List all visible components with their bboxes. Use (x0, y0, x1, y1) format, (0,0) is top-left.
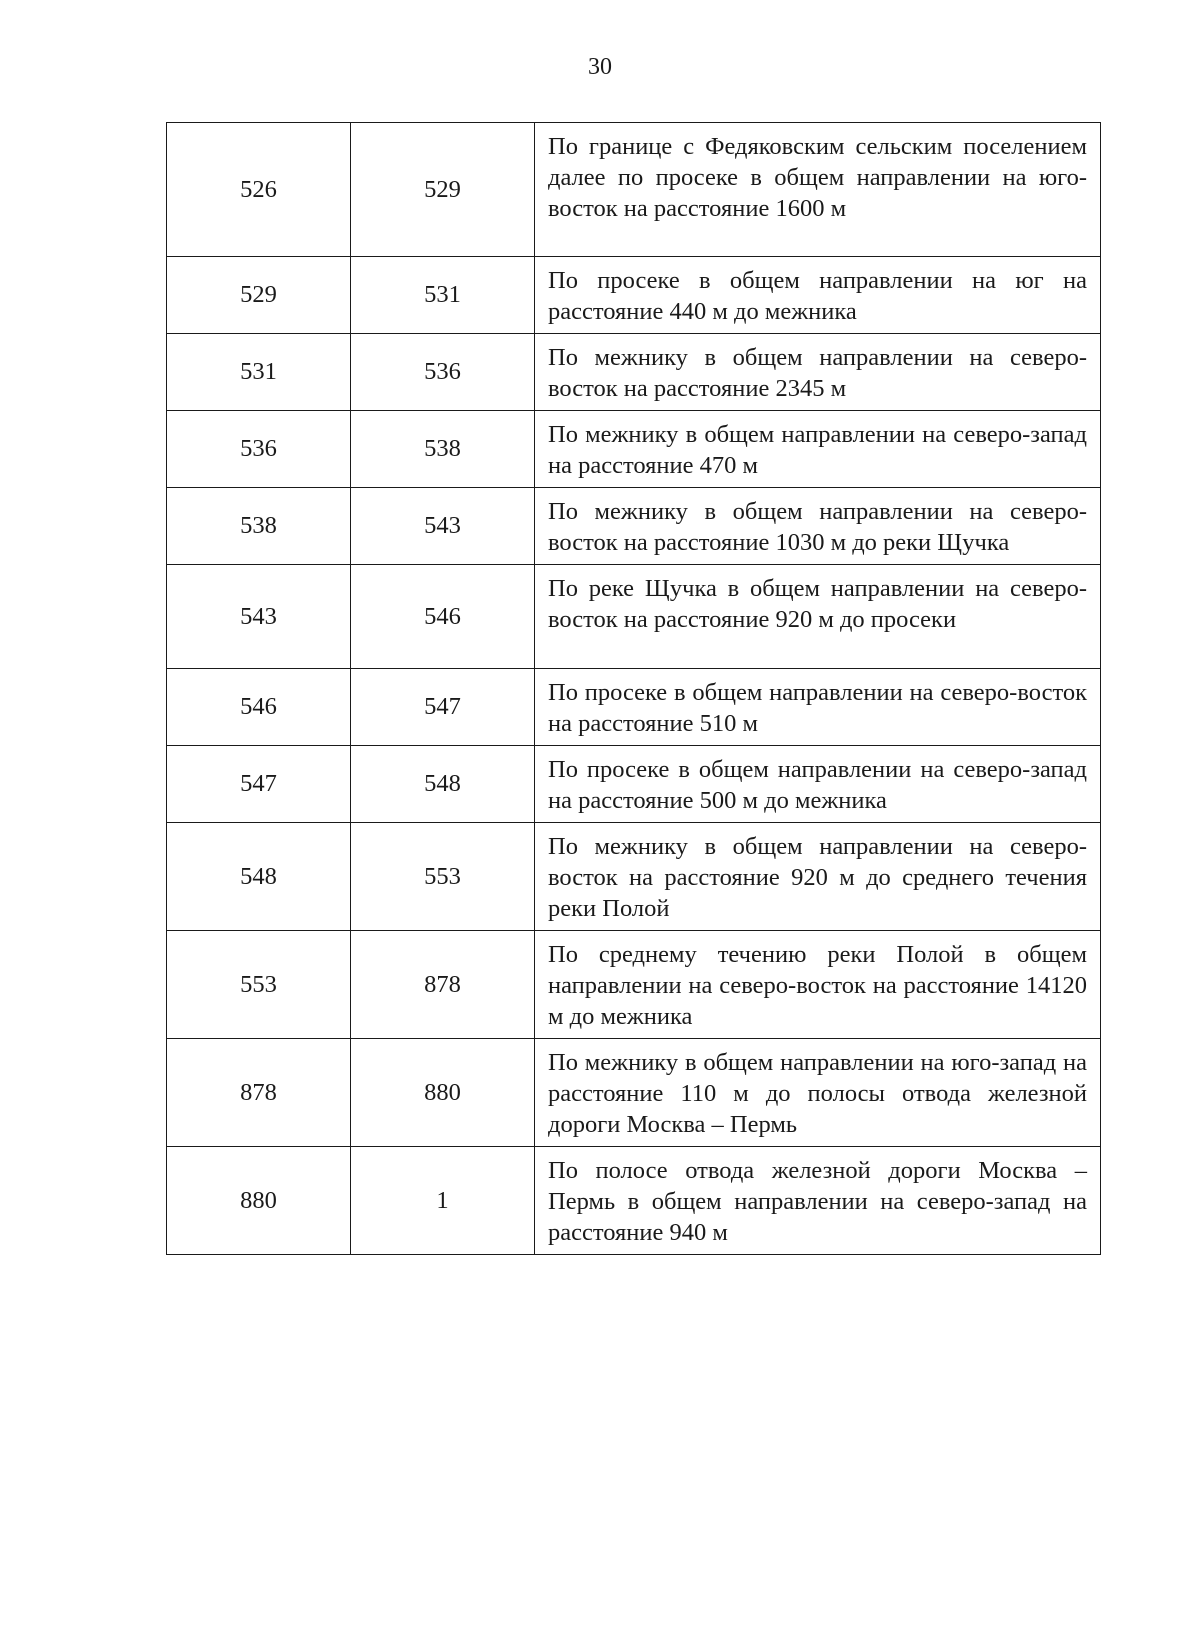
description-cell: По просеке в общем направлении на юг на расстояние 440 м до межника (535, 257, 1101, 334)
point-from-cell: 536 (167, 411, 351, 488)
point-from-cell: 543 (167, 565, 351, 669)
table-row (167, 823, 1101, 931)
table-row (167, 411, 1101, 488)
point-to-cell: 880 (351, 1039, 535, 1147)
point-from-cell: 538 (167, 488, 351, 565)
point-to-cell: 538 (351, 411, 535, 488)
description-cell: По реке Щучка в общем направлении на северо-восток на расстояние 920 м до просеки (535, 565, 1101, 669)
description-cell: По межнику в общем направлении на юго-запад на расстояние 110 м до полосы отвода железной дороги Москва – Пермь (535, 1039, 1101, 1147)
table-row (167, 257, 1101, 334)
point-from-cell: 526 (167, 123, 351, 257)
point-from-cell: 553 (167, 931, 351, 1039)
point-to-cell: 543 (351, 488, 535, 565)
table-row (167, 1147, 1101, 1255)
table-row (167, 1039, 1101, 1147)
point-to-cell: 878 (351, 931, 535, 1039)
point-to-cell: 531 (351, 257, 535, 334)
point-from-cell: 548 (167, 823, 351, 931)
point-to-cell: 546 (351, 565, 535, 669)
description-cell: По границе с Федяковским сельским поселением далее по просеке в общем направлении на юго-восток на расстояние 1600 м (535, 123, 1101, 257)
point-from-cell: 546 (167, 669, 351, 746)
description-cell: По межнику в общем направлении на северо-восток на расстояние 2345 м (535, 334, 1101, 411)
point-to-cell: 1 (351, 1147, 535, 1255)
table-row (167, 746, 1101, 823)
description-cell: По среднему течению реки Полой в общем направлении на северо-восток на расстояние 14120 м до межника (535, 931, 1101, 1039)
table-row (167, 931, 1101, 1039)
table-row (167, 488, 1101, 565)
point-to-cell: 529 (351, 123, 535, 257)
description-cell: По межнику в общем направлении на северо-запад на расстояние 470 м (535, 411, 1101, 488)
point-to-cell: 553 (351, 823, 535, 931)
description-cell: По просеке в общем направлении на северо-запад на расстояние 500 м до межника (535, 746, 1101, 823)
point-from-cell: 880 (167, 1147, 351, 1255)
point-from-cell: 531 (167, 334, 351, 411)
boundary-table (166, 122, 1101, 1255)
description-cell: По просеке в общем направлении на северо-восток на расстояние 510 м (535, 669, 1101, 746)
description-cell: По полосе отвода железной дороги Москва – Пермь в общем направлении на северо-запад на расстояние 940 м (535, 1147, 1101, 1255)
description-cell: По межнику в общем направлении на северо-восток на расстояние 920 м до среднего течения реки Полой (535, 823, 1101, 931)
point-to-cell: 548 (351, 746, 535, 823)
point-from-cell: 547 (167, 746, 351, 823)
table-row (167, 669, 1101, 746)
point-from-cell: 529 (167, 257, 351, 334)
page-number: 30 (588, 54, 612, 80)
description-cell: По межнику в общем направлении на северо-восток на расстояние 1030 м до реки Щучка (535, 488, 1101, 565)
table-row (167, 334, 1101, 411)
point-to-cell: 536 (351, 334, 535, 411)
table-row (167, 123, 1101, 257)
point-to-cell: 547 (351, 669, 535, 746)
point-from-cell: 878 (167, 1039, 351, 1147)
table-row (167, 565, 1101, 669)
